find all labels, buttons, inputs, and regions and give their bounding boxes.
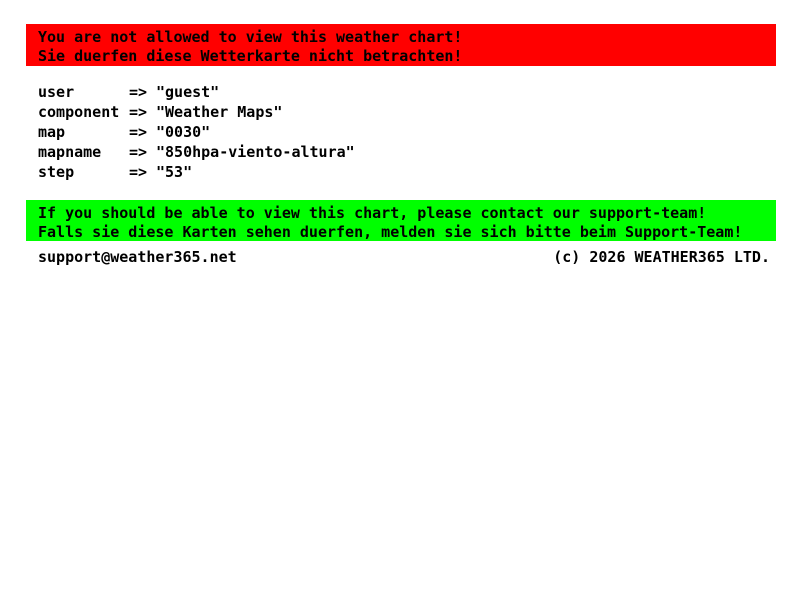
param-value: "0030" [156, 123, 211, 141]
request-params-list [38, 82, 355, 182]
param-row-user [38, 82, 355, 102]
param-arrow: => [129, 103, 148, 121]
param-row-mapname [38, 142, 355, 162]
param-key: user [38, 83, 75, 101]
param-key: component [38, 103, 120, 121]
support-line-en: If you should be able to view this chart, please contact our support-team! [38, 204, 707, 222]
param-row-component [38, 102, 355, 122]
param-arrow: => [129, 143, 148, 161]
param-value: "Weather Maps" [156, 103, 283, 121]
param-key: step [38, 163, 75, 181]
support-info-banner [26, 200, 776, 241]
param-value: "53" [156, 163, 193, 181]
access-denied-banner [26, 24, 776, 66]
support-email: support@weather365.net [38, 248, 237, 266]
support-line-de: Falls sie diese Karten sehen duerfen, melden sie sich bitte beim Support-Team! [38, 223, 743, 241]
footer [38, 249, 770, 265]
param-arrow: => [129, 83, 148, 101]
param-value: "850hpa-viento-altura" [156, 143, 355, 161]
param-key: mapname [38, 143, 102, 161]
access-denied-line-de: Sie duerfen diese Wetterkarte nicht betrachten! [38, 47, 463, 65]
param-arrow: => [129, 123, 148, 141]
param-value: "guest" [156, 83, 220, 101]
access-denied-line-en: You are not allowed to view this weather chart! [38, 28, 463, 46]
param-row-step [38, 162, 355, 182]
param-row-map [38, 122, 355, 142]
param-arrow: => [129, 163, 148, 181]
copyright-text: (c) 2026 WEATHER365 LTD. [553, 248, 770, 266]
param-key: map [38, 123, 66, 141]
